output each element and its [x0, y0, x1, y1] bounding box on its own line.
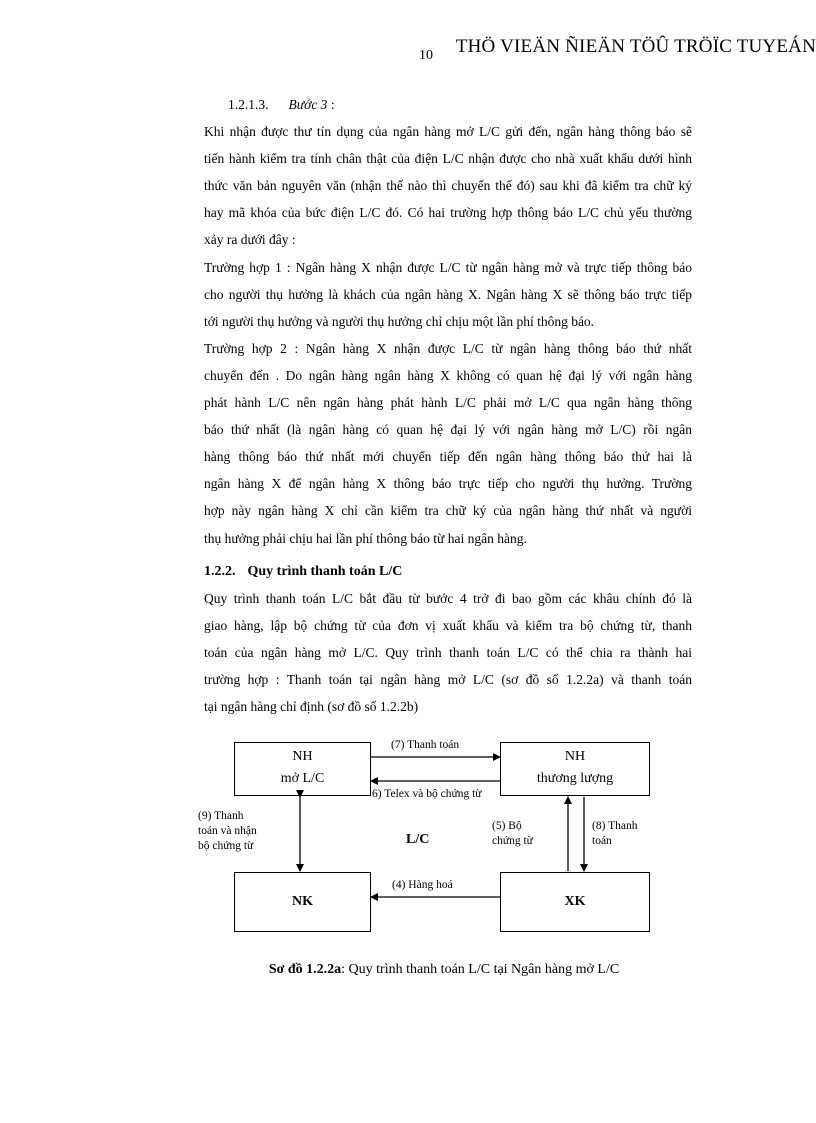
arrow-9-label-line1: (9) Thanh	[198, 810, 244, 822]
paragraph-line: hàng thông báo thứ nhất mới chuyển tiếp đến ngân hàng thông báo thứ hai là	[204, 449, 692, 465]
box-nk-label: NK	[292, 894, 313, 909]
box-nk	[234, 872, 371, 932]
caption-label: Sơ đồ 1.2.2a	[268, 962, 342, 977]
arrow-8-label	[592, 819, 637, 849]
body-text	[204, 91, 692, 720]
box-nh-thuong-luong-line2: thương lượng	[536, 771, 614, 786]
subsection-number: 1.2.1.3.	[228, 97, 269, 112]
arrow-6-label: 6) Telex và bộ chứng từ	[372, 788, 482, 800]
arrow-9-label-line2: toán và nhận	[198, 825, 257, 837]
box-nh-mo-lc-line1: NH	[292, 749, 313, 764]
paragraph-line: tại ngân hàng chỉ định (sơ đồ số 1.2.2b)	[204, 699, 419, 715]
paragraph-line: hợp này ngân hàng X chỉ cần kiểm tra chữ ký của ngân hàng thứ nhất và người	[204, 503, 692, 519]
box-nh-thuong-luong	[500, 742, 650, 796]
paragraph-line: Trường hợp 1 : Ngân hàng X nhận được L/C từ ngân hàng mở và trực tiếp thông báo	[204, 259, 692, 275]
subsection-heading	[204, 91, 692, 118]
section-heading	[204, 558, 692, 585]
arrow-4-label: (4) Hàng hoá	[392, 879, 453, 891]
paragraph-line: hay mã khóa của bức điện L/C đó. Có hai trường hợp thông báo L/C chủ yếu thường	[204, 205, 692, 221]
paragraph-line: thức văn bản nguyên văn (nhận thế nào thì chuyển thế đó) sau khi đã kiểm tra chữ ký	[204, 178, 692, 194]
paragraph-line: báo thứ nhất (là ngân hàng có quan hệ đại lý với ngân hàng mở L/C) rồi ngân	[204, 422, 692, 438]
paragraph-line: giao hàng, lập bộ chứng từ của đơn vị xuất khẩu và kiểm tra bộ chứng từ, thanh	[204, 617, 692, 633]
paragraph-line: chuyển đến . Do ngân hàng ngân hàng X không có quan hệ đại lý với ngân hàng	[204, 367, 692, 383]
section-number: 1.2.2.	[204, 563, 236, 579]
paragraph-line: tiến hành kiểm tra tính chân thật của điện L/C nhận được cho nhà xuất khẩu dưới hình	[204, 151, 692, 167]
box-nh-mo-lc	[234, 742, 371, 796]
paragraph-line: Khi nhận được thư tín dụng của ngân hàng mở L/C gửi đến, ngân hàng thông báo sẽ	[204, 124, 692, 140]
section-title: Quy trình thanh toán L/C	[247, 563, 403, 579]
paragraph-line: toán của ngân hàng mở L/C. Quy trình thanh toán L/C có thể chia ra thành hai	[204, 644, 692, 660]
box-xk-label: XK	[564, 894, 586, 909]
subsection-suffix: :	[327, 97, 335, 112]
paragraph-line: xảy ra dưới đây :	[204, 232, 296, 248]
diagram-caption	[0, 962, 816, 978]
box-nh-thuong-luong-line1: NH	[564, 749, 586, 764]
caption-text: : Quy trình thanh toán L/C tại Ngân hàng mở L/C	[341, 962, 620, 977]
arrow-5-label	[492, 819, 533, 849]
arrow-7-label: (7) Thanh toán	[391, 739, 460, 751]
library-watermark: THÖ VIEÄN ÑIEÄN TÖÛ TRÖÏC TUYEÁN	[455, 36, 816, 57]
paragraph-line: Quy trình thanh toán L/C bắt đầu từ bước 4 trở đi bao gồm các khâu chính đó là	[204, 590, 692, 606]
box-xk	[500, 872, 650, 932]
paragraph-line: Trường hợp 2 : Ngân hàng X nhận được L/C từ ngân hàng thông báo thứ nhất	[204, 340, 692, 356]
paragraph-line: tới người thụ hưởng và người thụ hưởng chỉ chịu một lần phí thông báo.	[204, 313, 595, 329]
subsection-title: Bước 3	[288, 97, 328, 112]
box-nh-mo-lc-line2: mở L/C	[280, 771, 325, 786]
paragraph-line: trường hợp : Thanh toán tại ngân hàng mở L/C (sơ đồ số 1.2.2a) và thanh toán	[204, 671, 692, 687]
paragraph-line: ngân hàng X để ngân hàng X thông báo trực tiếp cho người thụ hưởng. Trường	[204, 476, 692, 492]
arrow-8-label-line2: toán	[592, 835, 612, 847]
page-number: 10	[419, 48, 433, 63]
arrow-9-label	[198, 809, 257, 854]
arrow-8-label-line1: (8) Thanh	[592, 820, 638, 832]
lc-payment-diagram	[196, 735, 656, 947]
arrow-9-label-line3: bộ chứng từ	[198, 840, 254, 852]
paragraph-line: thụ hưởng phải chịu hai lần phí thông báo từ hai ngân hàng.	[204, 530, 527, 546]
diagram-center-label: L/C	[406, 832, 430, 847]
paragraph-line: phát hành L/C nên ngân hàng phát hành L/C phải mở L/C qua ngân hàng thông	[204, 395, 692, 411]
arrow-5-label-line1: (5) Bộ	[492, 820, 522, 832]
paragraph-line: cho người thụ hưởng là khách của ngân hàng X. Ngân hàng X sẽ thông báo trực tiếp	[204, 286, 692, 302]
arrow-5-label-line2: chứng từ	[492, 835, 533, 847]
